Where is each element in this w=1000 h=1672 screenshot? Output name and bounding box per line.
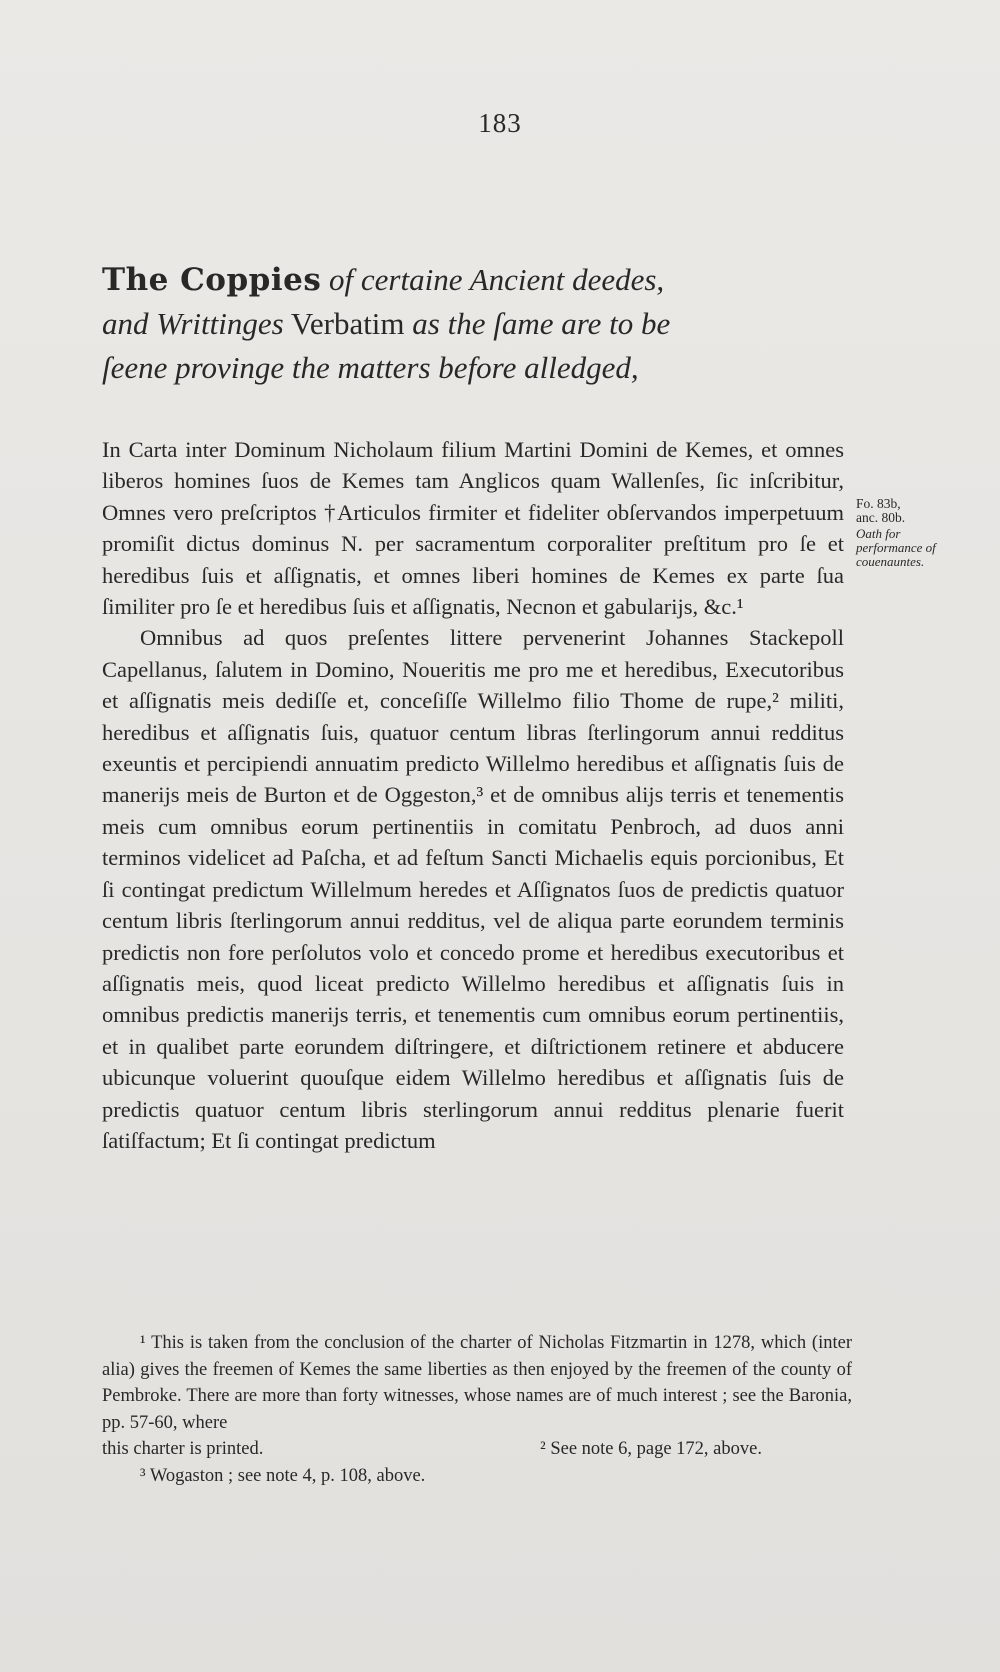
footnote-2: ² See note 6, page 172, above.	[540, 1439, 762, 1459]
paragraph: Omnibus ad quos preſentes littere pervenerint Johannes Stackepoll Capellanus, ſalutem in Domino, Noueritis me pro me et heredibus, Executoribus et aſſignatis meis dediſſe et, conceſiſſe Willelmo filio Thome de rupe,² militi, heredibus et aſſignatis ſuis, quatuor centum libras ſterlingorum annui redditus exeuntis et percipiendi annuatim predicto Willelmo heredibus et aſſignatis ſuis de manerijs meis de Burton et de Oggeston,³ et de omnibus alijs terris et tenementis meis cum omnibus eorum pertinentiis in comitatu Penbroch, ad duos anni terminos videlicet ad Paſcha, et ad feſtum Sancti Michaelis equis porcionibus, Et ſi contingat predictum Willelmum heredes et Aſſignatos ſuos de predictis quatuor centum libris ſterlingorum annui redditus, vel de aliqua parte eorundem terminis predictis non fore perſolutos volo et concedo prome et heredibus executoribus et aſſignatis meis, quod liceat predicto Willelmo heredibus et aſſignatis ſuis in omnibus predictis manerijs terris, et tenementis cum omnibus eorum pertinentiis, et in qualibet parte eorundem diſtringere, et diſtrictionem retinere et abducere ubicunque voluerint quouſque eidem Willelmo heredibus et aſſignatis ſuis de predictis quatuor centum libris sterlingorum annui redditus plenarie fuerit ſatiſfactum; Et ſi contingat predictum	[102, 625, 844, 1153]
margin-folio-anc: anc. 80b.	[856, 510, 906, 525]
margin-note: Oath for performance of couenauntes.	[856, 526, 936, 569]
margin-folio: Fo. 83b,	[856, 496, 901, 511]
footnote-1: ¹ This is taken from the conclusion of the charter of Nicholas Fitzmartin in 1278, which (inter alia) gives the freemen of Kemes the same liberties as then enjoyed by the freemen of the county of Pembroke. There are more than forty witnesses, whose names are of much interest ; see the Baronia, pp. 57-60, where	[102, 1333, 852, 1433]
title-line2-italic-a: and Writtinges	[102, 306, 284, 341]
paragraph: In Carta inter Dominum Nicholaum filium Martini Domini de Kemes, et omnes liberos homines ſuos de Kemes tam Anglicos quam Wallenſes, ſic inſcribitur, Omnes vero preſcriptos †Articulos firmiter et fideliter obſervandos imperpetuum promiſit dictus dominus N. per sacramentum corporaliter preſtitum pro ſe et heredibus ſuis et aſſignatis, et omnes liberi homines de Kemes ex parte ſua ſimiliter pro ſe et heredibus ſuis et aſſignatis, Necnon et gabularijs, &c.¹	[102, 437, 844, 620]
title-line2-roman: Verbatim	[290, 306, 405, 341]
footnotes	[102, 1330, 852, 1489]
title-line2-italic-b: as the ſame are to be	[412, 306, 671, 341]
title-line3: ſeene provinge the matters before alledged,	[102, 350, 639, 385]
margin-reference	[856, 497, 942, 569]
page-title	[102, 258, 852, 390]
footnote-row	[102, 1436, 852, 1463]
footnote-1-end: this charter is printed.	[102, 1439, 264, 1459]
title-line1-rest: of certaine Ancient deedes,	[329, 262, 665, 297]
page-number: 183	[478, 108, 522, 138]
body-text	[102, 434, 844, 1156]
footnote-3: ³ Wogaston ; see note 4, p. 108, above.	[140, 1465, 426, 1486]
title-blackletter: The Coppies	[102, 262, 322, 298]
